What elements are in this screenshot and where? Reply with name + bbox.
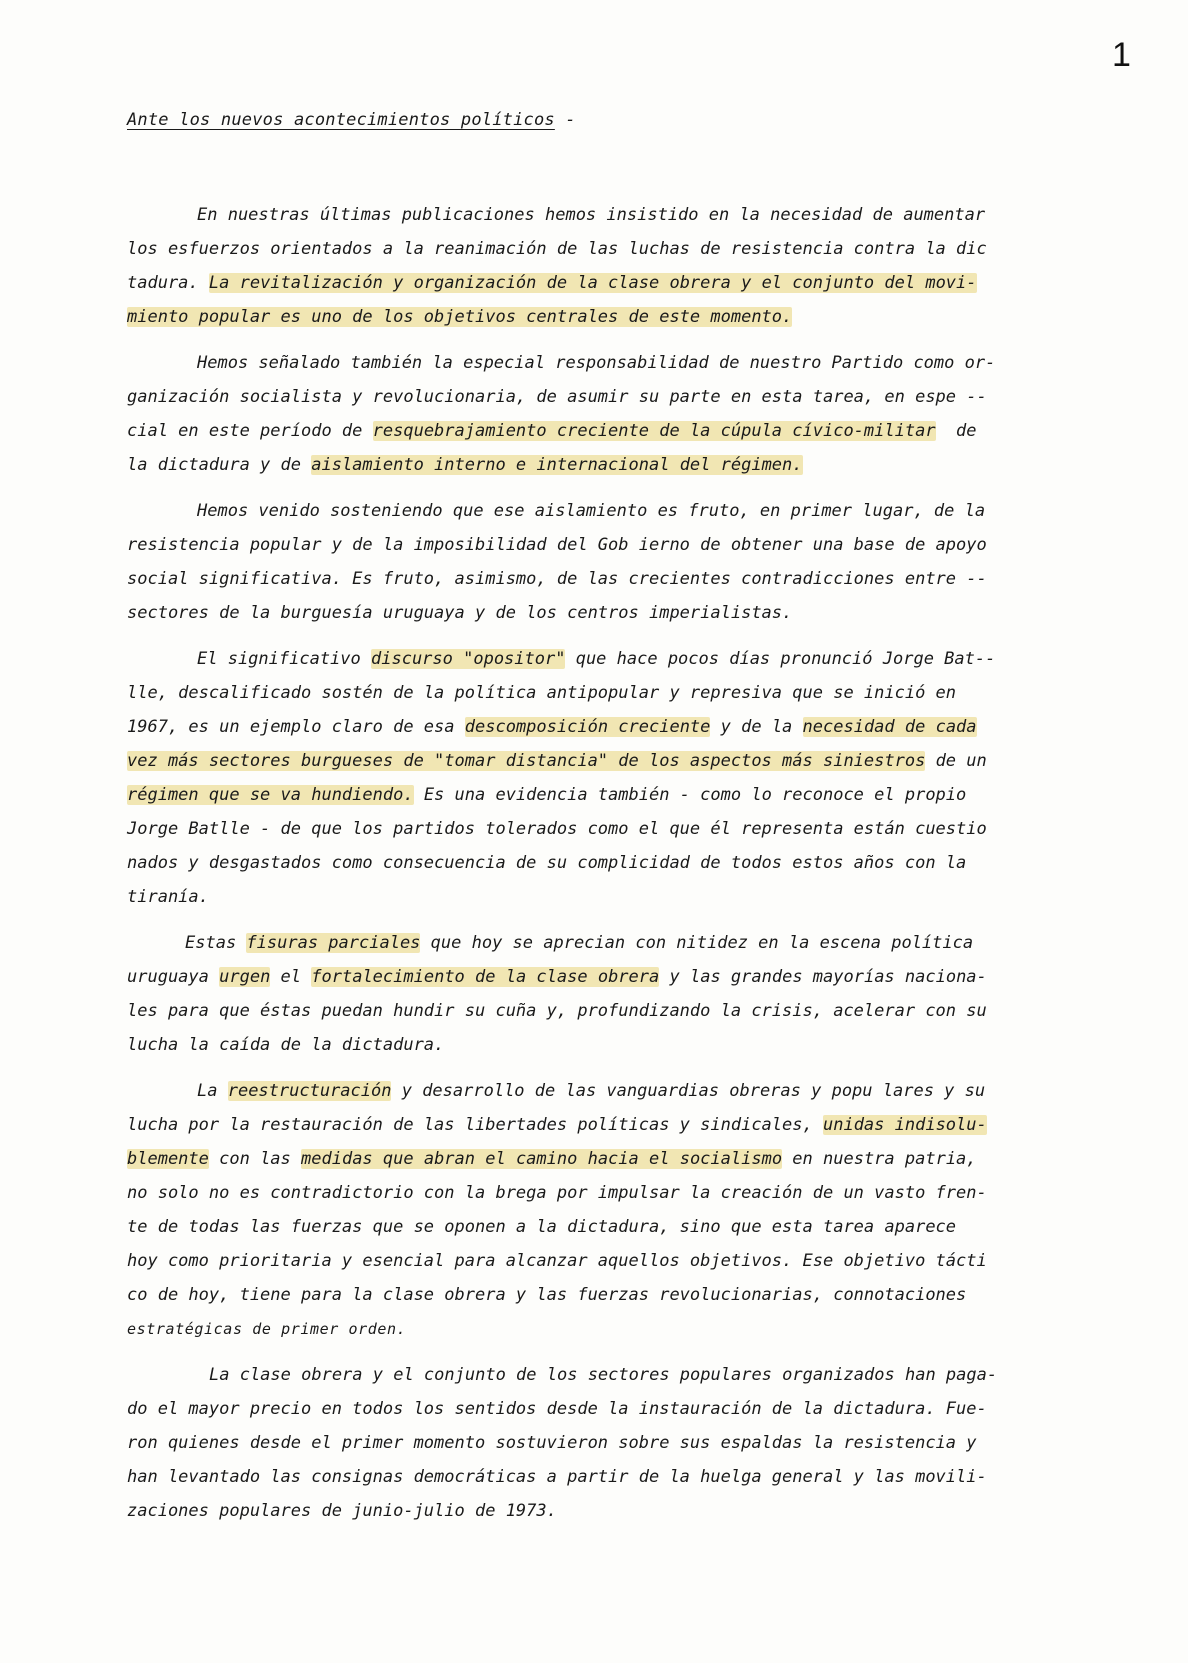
text-line: tadura. La revitalización y organización de la clase obrera y el conjunto del movi- — [127, 273, 977, 293]
highlighted-phrase: unidas indisolu- — [822, 1115, 987, 1135]
text-line: ron quienes desde el primer momento sostuvieron sobre sus espaldas la resistencia y — [127, 1433, 977, 1453]
text-line: han levantado las consignas democráticas a partir de la huelga general y las movili- — [127, 1467, 987, 1487]
text-line: Hemos señalado también la especial responsabilidad de nuestro Partido como or- — [197, 353, 996, 373]
text-line: lle, descalificado sostén de la política antipopular y represiva que se inició en — [127, 683, 957, 703]
text-line — [127, 300, 1097, 334]
highlighted-phrase: La revitalización y organización de la clase obrera y el conjunto del movi- — [208, 273, 977, 293]
text-line: te de todas las fuerzas que se oponen a la dictadura, sino que esta tarea aparece — [127, 1217, 957, 1237]
highlighted-phrase: reestructuración — [227, 1081, 392, 1101]
highlighted-phrase: fortalecimiento de la clase obrera — [311, 967, 660, 987]
text-line: vez más sectores burgueses de "tomar distancia" de los aspectos más siniestros de un — [127, 751, 987, 771]
highlighted-phrase: fisuras parciales — [246, 933, 421, 953]
document-title-dash: - — [565, 110, 576, 130]
text-line: les para que éstas puedan hundir su cuña y, profundizando la crisis, acelerar con su — [127, 1001, 987, 1021]
text-line: lucha por la restauración de las libertades políticas y sindicales, unidas indisolu- — [127, 1115, 987, 1135]
paragraph-1 — [127, 198, 1097, 334]
text-line: no solo no es contradictorio con la brega por impulsar la creación de un vasto fren- — [127, 1183, 987, 1203]
text-line: La clase obrera y el conjunto de los sectores populares organizados han paga- — [209, 1365, 998, 1385]
text-line: estratégicas de primer orden. — [127, 1320, 407, 1338]
page-number: 1 — [1112, 36, 1131, 74]
text-line: social significativa. Es fruto, asimismo, de las crecientes contradicciones entre -- — [127, 569, 987, 589]
text-line: Jorge Batlle - de que los partidos tolerados como el que él representa están cuestio — [127, 819, 987, 839]
text-line: En nuestras últimas publicaciones hemos insistido en la necesidad de aumentar — [197, 205, 986, 225]
text-line: La reestructuración y desarrollo de las vanguardias obreras y popu lares y su — [197, 1081, 986, 1101]
text-line: do el mayor precio en todos los sentidos desde la instauración de la dictadura. Fue- — [127, 1399, 987, 1419]
paragraph-6 — [127, 1074, 1097, 1346]
paragraph-3 — [127, 494, 1097, 630]
text-line: sectores de la burguesía uruguaya y de los centros imperialistas. — [127, 603, 793, 623]
text-line: hoy como prioritaria y esencial para alcanzar aquellos objetivos. Ese objetivo tácti — [127, 1251, 987, 1271]
paragraph-5 — [127, 926, 1097, 1062]
text-line: 1967, es un ejemplo claro de esa descomposición creciente y de la necesidad de cada — [127, 717, 977, 737]
text-line: tiranía. — [127, 887, 209, 907]
paragraph-4 — [127, 642, 1097, 914]
text-line: resistencia popular y de la imposibilidad del Gob ierno de obtener una base de apoyo — [127, 535, 987, 555]
highlighted-phrase: vez más sectores burgueses de "tomar distancia" de los aspectos más siniestros — [127, 751, 926, 771]
highlighted-phrase: necesidad de cada — [802, 717, 977, 737]
text-line: Estas fisuras parciales que hoy se aprecian con nitidez en la escena política — [185, 933, 974, 953]
highlighted-phrase: urgen — [219, 967, 271, 987]
text-line: blemente con las medidas que abran el camino hacia el socialismo en nuestra patria, — [127, 1149, 977, 1169]
text-line: Hemos venido sosteniendo que ese aislamiento es fruto, en primer lugar, de la — [197, 501, 986, 521]
text-line: los esfuerzos orientados a la reanimación de las luchas de resistencia contra la dic — [127, 239, 987, 259]
paragraph-2 — [127, 346, 1097, 482]
paragraph-7 — [127, 1358, 1097, 1528]
document-title — [127, 110, 576, 130]
text-line: lucha la caída de la dictadura. — [127, 1035, 445, 1055]
highlighted-phrase: descomposición creciente — [464, 717, 711, 737]
document-title-text: Ante los nuevos acontecimientos políticos — [127, 110, 555, 130]
text-line: ganización socialista y revolucionaria, de asumir su parte en esta tarea, en espe -- — [127, 387, 987, 407]
text-line: El significativo discurso "opositor" que hace pocos días pronunció Jorge Bat-- — [197, 649, 996, 669]
text-line: régimen que se va hundiendo. Es una evidencia también - como lo reconoce el propio — [127, 785, 967, 805]
highlighted-phrase: discurso "opositor" — [371, 649, 566, 669]
highlighted-phrase: blemente — [127, 1149, 209, 1169]
document-body — [127, 198, 1097, 1540]
highlighted-phrase: medidas que abran el camino hacia el socialismo — [301, 1149, 783, 1169]
text-line: co de hoy, tiene para la clase obrera y las fuerzas revolucionarias, connotaciones — [127, 1285, 967, 1305]
highlighted-phrase: aislamiento interno e internacional del régimen. — [311, 455, 803, 475]
text-line: nados y desgastados como consecuencia de su complicidad de todos estos años con la — [127, 853, 967, 873]
highlighted-phrase: miento popular es uno de los objetivos centrales de este momento. — [127, 307, 793, 327]
highlighted-phrase: régimen que se va hundiendo. — [127, 785, 414, 805]
highlighted-phrase: resquebrajamiento creciente de la cúpula cívico-militar — [372, 421, 936, 441]
text-line: cial en este período de resquebrajamiento creciente de la cúpula cívico-militar de — [127, 421, 977, 441]
text-line: uruguaya urgen el fortalecimiento de la clase obrera y las grandes mayorías naciona- — [127, 967, 987, 987]
text-line: la dictadura y de aislamiento interno e internacional del régimen. — [127, 455, 803, 475]
text-line: zaciones populares de junio-julio de 1973. — [127, 1501, 557, 1521]
